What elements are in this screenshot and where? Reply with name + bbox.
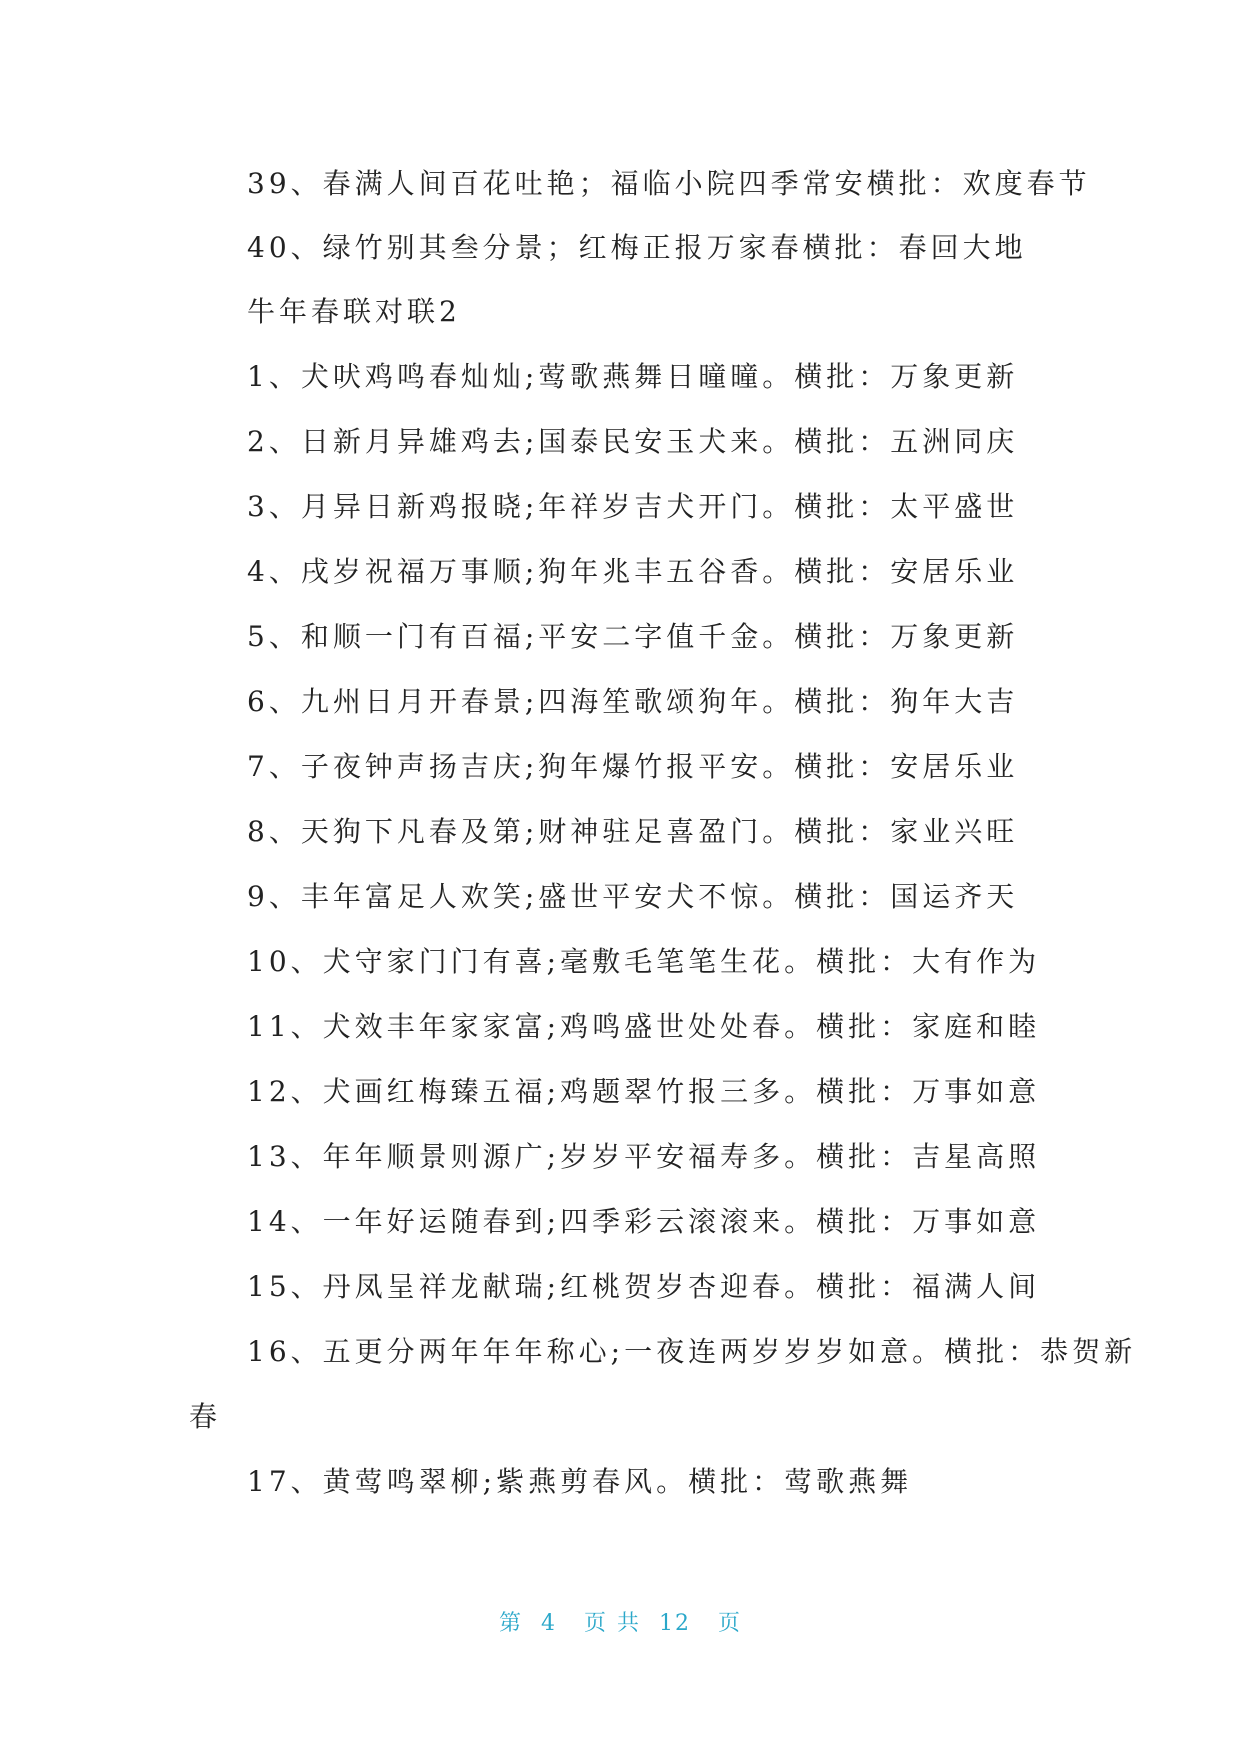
text-line: 6、九州日月开春景;四海笙歌颂狗年。横批：狗年大吉 (247, 685, 1019, 718)
text-line: 10、犬守家门门有喜;毫敷毛笔笔生花。横批：大有作为 (247, 945, 1041, 978)
page-number-footer: 第 4 页 共 12 页 (499, 1611, 742, 1636)
text-line: 17、黄莺鸣翠柳;紫燕剪春风。横批：莺歌燕舞 (247, 1465, 913, 1498)
text-line: 7、子夜钟声扬吉庆;狗年爆竹报平安。横批：安居乐业 (247, 750, 1019, 783)
text-line: 8、天狗下凡春及第;财神驻足喜盈门。横批：家业兴旺 (247, 815, 1019, 848)
text-line: 15、丹凤呈祥龙献瑞;红桃贺岁杏迎春。横批：福满人间 (247, 1270, 1041, 1303)
text-line: 39、春满人间百花吐艳；福临小院四季常安横批：欢度春节 (247, 167, 1091, 200)
text-line: 13、年年顺景则源广;岁岁平安福寿多。横批：吉星高照 (247, 1140, 1041, 1173)
section-heading: 牛年春联对联2 (247, 295, 461, 328)
text-line: 9、丰年富足人欢笑;盛世平安犬不惊。横批：国运齐天 (247, 880, 1019, 913)
text-line: 11、犬效丰年家家富;鸡鸣盛世处处春。横批：家庭和睦 (247, 1010, 1041, 1043)
text-line-continuation: 春 (189, 1400, 222, 1433)
text-line: 14、一年好运随春到;四季彩云滚滚来。横批：万事如意 (247, 1205, 1041, 1238)
text-line: 4、戌岁祝福万事顺;狗年兆丰五谷香。横批：安居乐业 (247, 555, 1019, 588)
text-line: 2、日新月异雄鸡去;国泰民安玉犬来。横批：五洲同庆 (247, 425, 1019, 458)
text-line: 12、犬画红梅臻五福;鸡题翠竹报三多。横批：万事如意 (247, 1075, 1041, 1108)
text-line: 3、月异日新鸡报晓;年祥岁吉犬开门。横批：太平盛世 (247, 490, 1019, 523)
text-line: 16、五更分两年年年称心;一夜连两岁岁岁如意。横批：恭贺新 (247, 1335, 1137, 1368)
text-line: 5、和顺一门有百福;平安二字值千金。横批：万象更新 (247, 620, 1019, 653)
text-line: 40、绿竹别其叁分景；红梅正报万家春横批：春回大地 (247, 231, 1027, 264)
text-line: 1、犬吠鸡鸣春灿灿;莺歌燕舞日曈曈。横批：万象更新 (247, 360, 1019, 393)
